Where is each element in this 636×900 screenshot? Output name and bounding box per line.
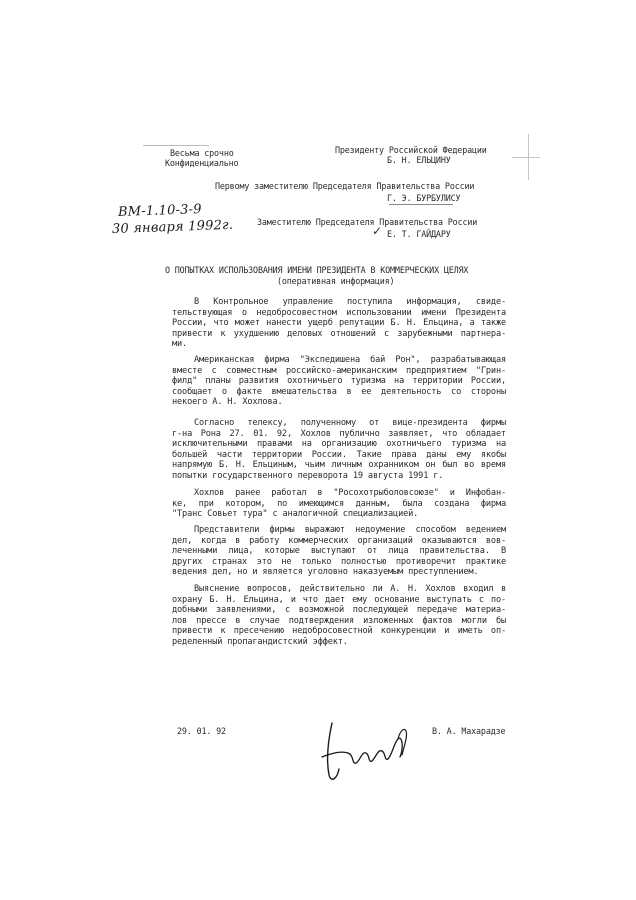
body-line: ределенный пропагандистский эффект. xyxy=(172,637,348,647)
urgency-line-2: Конфиденциально xyxy=(165,158,239,168)
body-line: привести к пресечению недобросовестной конкуренции и иметь оп- xyxy=(172,626,506,637)
body-line: исключительными правами на организацию охотничьего туризма на xyxy=(172,439,506,450)
body-line: лов прессе в случае подтверждения изложенных фактов могли бы xyxy=(172,615,506,626)
body-line: г-на Рона 27. 01. 92, Хохлов публично заявляет, что обладает xyxy=(172,428,506,439)
body-line: сообщает о факте вмешательства в ее деятельность со стороны xyxy=(172,386,506,397)
body-line: дел, когда в работу коммерческих организаций оказываются вов- xyxy=(172,535,506,546)
body-line: тельствующая о недобросовестном использовании имени Президента xyxy=(172,307,506,318)
footer-date: 29. 01. 92 xyxy=(177,726,226,736)
urgency-line-1: Весьма срочно xyxy=(170,148,234,158)
signatory-name: В. А. Махарадзе xyxy=(432,726,506,736)
body-line: Согласно телексу, полученному от вице-президента фирмы xyxy=(194,418,506,428)
registration-date: 30 января 1992г. xyxy=(111,217,234,237)
body-line: В Контрольное управление поступила информация, свиде- xyxy=(194,297,506,307)
body-line: Выяснение вопросов, действительно ли А. Н. Хохлов входил в xyxy=(194,584,506,594)
recipient-2-title: Первому заместителю Председателя Правительства России xyxy=(215,181,475,191)
body-line: "Транс Совьет тура" с аналогичной специализацией. xyxy=(172,509,419,520)
body-line: ми. xyxy=(172,339,188,350)
body-line: Американская фирма "Экспедишена бай Рон", разрабатывающая xyxy=(194,355,506,365)
body-line: леченными лица, которые выступают от лица правительства. В xyxy=(172,546,506,557)
registration-number: ВМ-1.10-3-9 xyxy=(117,202,202,220)
recipient-2-name: Г. Э. БУРБУЛИСУ xyxy=(387,193,461,203)
body-line: попытки государственного переворота 19 августа 1991 г. xyxy=(172,471,444,481)
body-line: филд" планы развития охотничьего туризма на территории России, xyxy=(172,376,506,387)
check-mark-icon: ✓ xyxy=(372,224,383,238)
body-line: большей части территории России. Такие права даны ему якобы xyxy=(172,449,506,460)
recipient-1-name: Б. Н. ЕЛЬЦИНУ xyxy=(387,155,451,165)
body-line: вместе с совместным российско-американским предприятием "Грин- xyxy=(172,365,506,376)
underline xyxy=(389,204,453,205)
handwritten-signature xyxy=(318,717,414,787)
document-subtitle: (оперативная информация) xyxy=(277,276,395,286)
body-line: напрямую Б. Н. Ельциным, чьим личным охранником он был во время xyxy=(172,460,506,471)
scan-mark xyxy=(512,157,540,158)
body-line: Представители фирмы выражают недоумение способом ведением xyxy=(194,525,506,535)
scan-line xyxy=(143,145,209,146)
body-line: других странах это не только полностью противоречит практике xyxy=(172,556,506,567)
document-title: О ПОПЫТКАХ ИСПОЛЬЗОВАНИЯ ИМЕНИ ПРЕЗИДЕНТА В КОММЕРЧЕСКИХ ЦЕЛЯХ xyxy=(165,265,469,275)
recipient-3-name: Е. Т. ГАЙДАРУ xyxy=(387,229,451,239)
body-line: России, что может нанести ущерб репутации Б. Н. Ельцина, а также xyxy=(172,318,506,329)
recipient-3-title: Заместителю Председателя Правительства России xyxy=(257,217,478,227)
body-line: охрану Б. Н. Ельцина, и что дает ему основание выступать с по- xyxy=(172,594,506,605)
body-line: привести к ухудшению деловых отношений с зарубежными партнера- xyxy=(172,328,506,339)
body-line: Хохлов ранее работал в "Росохотрыболовсоюзе" и Инфобан- xyxy=(194,488,506,498)
body-line: ке, при котором, по имеющимся данным, была создана фирма xyxy=(172,498,506,509)
recipient-1-title: Президенту Российской Федерации xyxy=(335,145,487,155)
body-line: ведения дел, но и является уголовно наказуемым преступлением. xyxy=(172,567,479,578)
body-line: добными заявлениями, с возможной последующей передаче материа- xyxy=(172,605,506,616)
body-line: некоего А. Н. Хохлова. xyxy=(172,397,283,408)
